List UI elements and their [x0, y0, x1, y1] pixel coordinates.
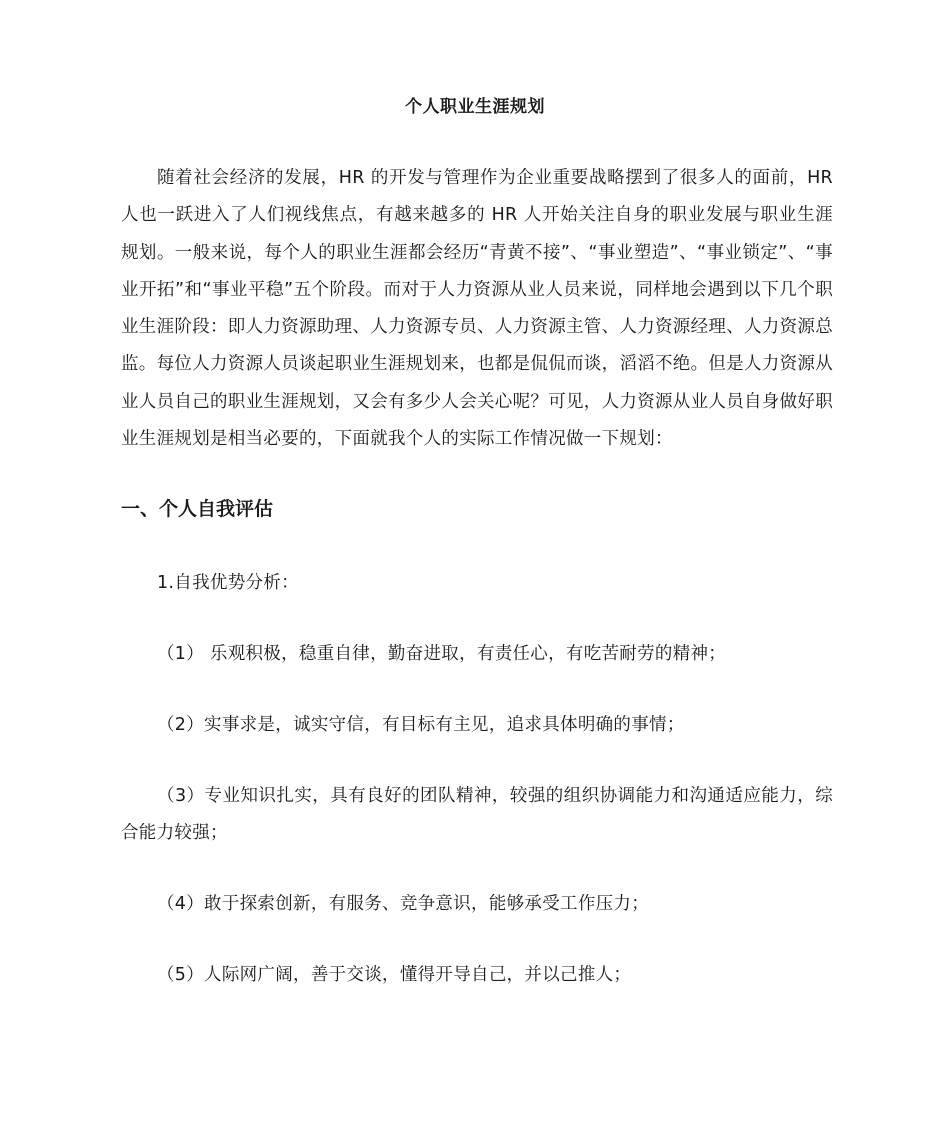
section-heading-self-assessment: 一、个人自我评估: [121, 498, 274, 520]
strength-item-4: （4）敢于探索创新，有服务、竞争意识，能够承受工作压力；: [157, 894, 650, 914]
intro-paragraph: 随着社会经济的发展，HR 的开发与管理作为企业重要战略摆到了很多人的面前，HR 人也一跃进入了人们视线焦点，有越来越多的 HR 人开始关注自身的职业发展与职业生涯规划。一般来说，每个人的职业生涯都会经历“青黄不接”、“事业塑造”、“事业锁定”、“事业开拓”和“事业平稳”五个阶段。而对于人力资源从业人员来说，同样地会遇到以下几个职业生涯阶段：即人力资源助理、人力资源专员、人力资源主管、人力资源经理、人力资源总监。每位人力资源人员谈起职业生涯规划来，也都是侃侃而谈，滔滔不绝。但是人力资源从业人员自己的职业生涯规划，又会有多少人会关心呢？可见，人力资源从业人员自身做好职业生涯规划是相当必要的，下面就我个人的实际工作情况做一下规划：: [121, 168, 833, 450]
strength-item-3: （3）专业知识扎实，具有良好的团队精神，较强的组织协调能力和沟通适应能力，综合能力较强；: [121, 786, 833, 844]
strength-item-1: （1） 乐观积极，稳重自律，勤奋进取，有责任心，有吃苦耐劳的精神；: [157, 644, 727, 664]
strength-item-5: （5）人际网广阔，善于交谈，懂得开导自己，并以己推人；: [157, 965, 632, 985]
subheading-strengths: 1.自我优势分析：: [157, 573, 299, 593]
document-title: 个人职业生涯规划: [405, 97, 545, 117]
strength-item-2: （2）实事求是，诚实守信，有目标有主见，追求具体明确的事情；: [157, 715, 685, 735]
